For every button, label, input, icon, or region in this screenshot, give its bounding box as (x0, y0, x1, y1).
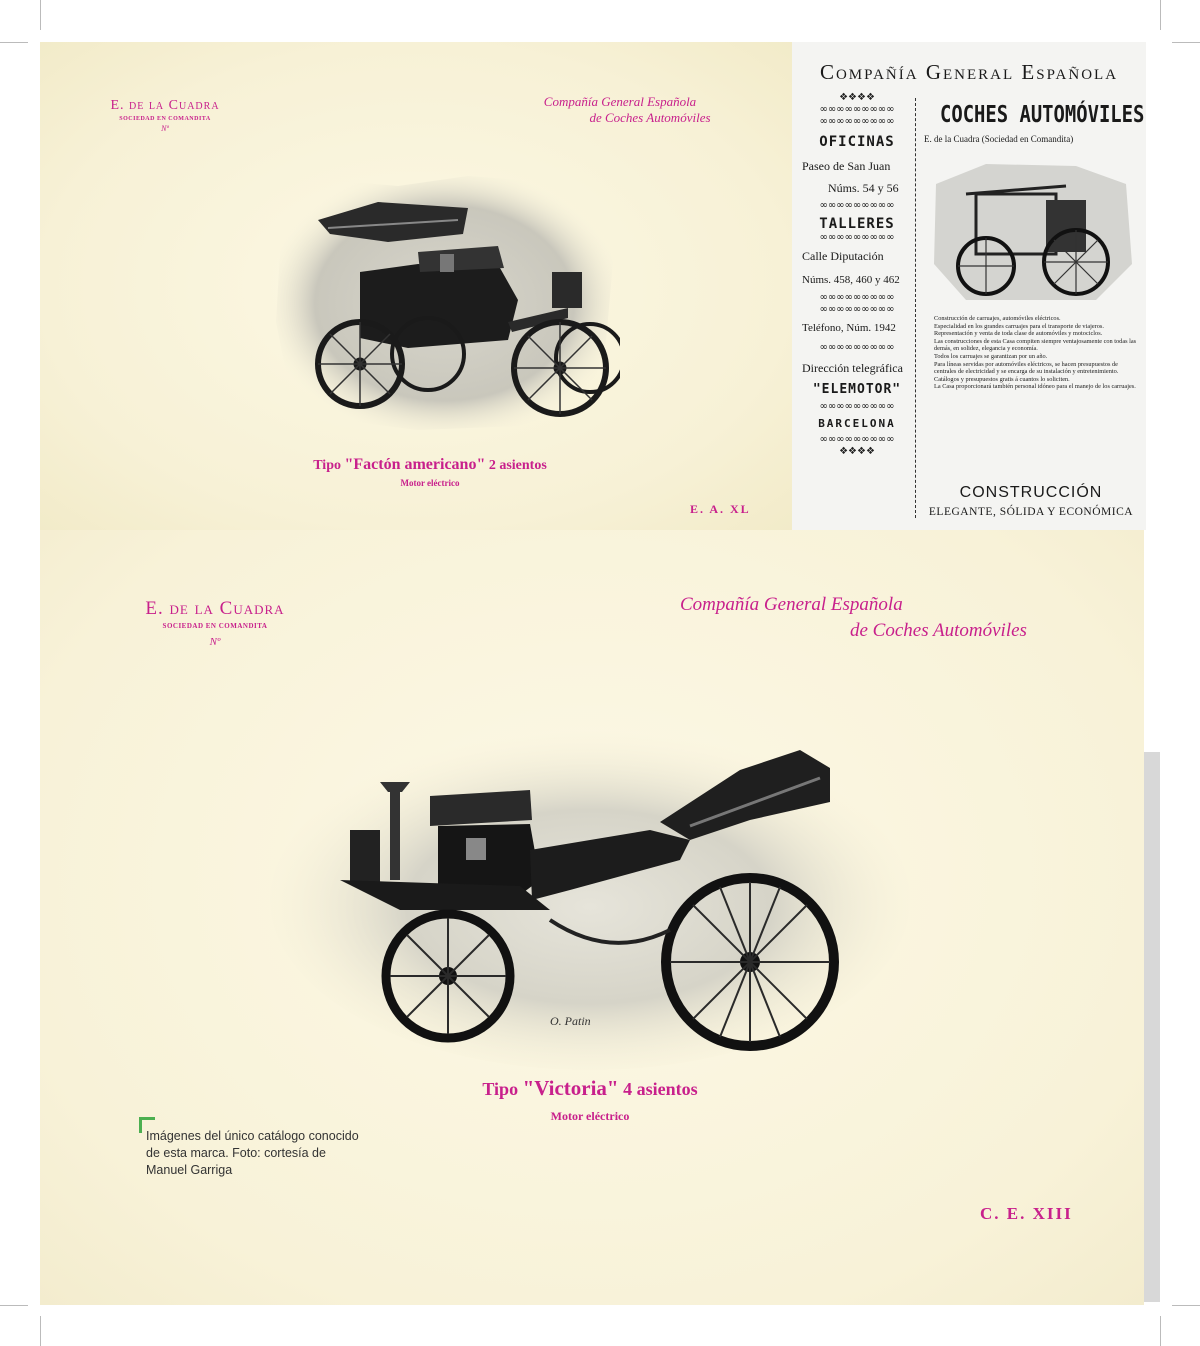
model-seats: 2 asientos (488, 458, 547, 473)
ad-car-illustration (926, 154, 1136, 304)
crop-mark (40, 1316, 41, 1346)
ornament: ∞∞∞∞∞∞∞∞∞ (819, 434, 895, 445)
construction-label: CONSTRUCCIÓN (959, 484, 1103, 501)
city: BARCELONA (818, 417, 896, 430)
ad-body-line: Catálogos y presupuestos gratis á cuantos lo soliciten. (934, 375, 1070, 383)
ad-body-line: Las construcciones de esta Casa compiten siempre ventajosamente con todas las demás, en solidez, elegancia y economía. (934, 337, 1137, 353)
model-name: "Factón americano" (344, 456, 486, 473)
column-divider (915, 98, 916, 518)
crop-mark (0, 42, 28, 43)
crop-mark (1160, 1316, 1161, 1346)
ornament: ∞∞∞∞∞∞∞∞∞ (819, 104, 895, 115)
number-mark: Nº (161, 124, 169, 133)
offices-line2: Núms. 54 y 56 (828, 181, 899, 195)
workshops-label: TALLERES (819, 216, 895, 232)
model-seats: 4 asientos (623, 1079, 698, 1099)
model-prefix: Tipo (482, 1079, 519, 1099)
ad-body (920, 315, 1142, 391)
model-caption (390, 1076, 790, 1124)
faeton-car-illustration (268, 172, 620, 434)
newspaper-advertisement (792, 42, 1146, 530)
model-prefix: Tipo (313, 458, 341, 473)
catalog-page-victoria (40, 530, 1144, 1305)
construction-line: ELEGANTE, SÓLIDA Y ECONÓMICA (928, 506, 1134, 518)
ornament: ∞∞∞∞∞∞∞∞∞ (819, 116, 895, 127)
ornament: ∞∞∞∞∞∞∞∞∞ (819, 292, 895, 303)
ad-body-line: Representación y venta de toda clase de automóviles y motociclos. (934, 330, 1103, 338)
illustrator-signature: O. Patin (550, 1014, 591, 1028)
ad-body-line: Especialidad en los grandes carruajes para el transporte de viajeros. (934, 322, 1104, 330)
company-right-header (480, 94, 760, 126)
crop-mark (1160, 0, 1161, 30)
ornament: ❖❖❖❖ (839, 446, 875, 457)
company-subtitle: SOCIEDAD EN COMANDITA (162, 622, 268, 630)
crop-mark (1172, 1305, 1200, 1306)
workshops-line2: Núms. 458, 460 y 462 (802, 274, 900, 286)
motor-type: Motor eléctrico (550, 1109, 630, 1123)
ad-body-line: Para líneas servidas por automóviles eléctricos, se hacen presupuestos de centrales de electricidad y se encarga de su instalación y entretenimiento. (934, 360, 1119, 376)
crop-mark (1172, 42, 1200, 43)
ornament: ∞∞∞∞∞∞∞∞∞ (819, 401, 895, 412)
company-name: E. de la Cuadra (110, 98, 220, 113)
ad-right-column (920, 92, 1145, 391)
ad-body-line: Todos los carruajes se garantizan por un año. (934, 352, 1048, 360)
number-mark: Nº (209, 636, 221, 648)
ad-subheading: E. de la Cuadra (Sociedad en Comandita) (924, 134, 1074, 144)
company-left-header (110, 598, 320, 648)
company-right-line1: Compañía General Española (680, 594, 903, 615)
model-caption (240, 456, 620, 488)
telegraph-address: "ELEMOTOR" (812, 382, 902, 397)
ad-left-column (798, 92, 916, 458)
ornament: ∞∞∞∞∞∞∞∞∞ (819, 200, 895, 211)
catalog-page-faeton (40, 42, 792, 530)
company-right-header (680, 594, 1100, 642)
ad-heading: COCHES AUTOMÓVILES (939, 102, 1145, 128)
company-right-line2: de Coches Automóviles (850, 620, 1027, 641)
crop-mark (40, 0, 41, 30)
company-subtitle: SOCIEDAD EN COMANDITA (119, 116, 211, 122)
ad-title: Compañía General Española (819, 60, 1119, 84)
photo-caption: Imágenes del único catálogo conocido de esta marca. Foto: cortesía de Manuel Garriga (146, 1129, 359, 1177)
telegraph-label: Dirección telegráfica (802, 361, 903, 375)
ornament: ❖❖❖❖ (839, 92, 875, 103)
catalog-code: C. E. XIII (980, 1204, 1073, 1223)
ornament: ∞∞∞∞∞∞∞∞∞ (819, 232, 895, 243)
catalog-code: E. A. XL (690, 502, 751, 516)
page-edge-bar (1144, 752, 1160, 1302)
offices-line1: Paseo de San Juan (802, 159, 891, 173)
phone: Teléfono, Núm. 1942 (802, 322, 896, 334)
company-right-line1: Compañía General Española (543, 94, 697, 109)
ad-construction (920, 484, 1142, 518)
company-name: E. de la Cuadra (145, 598, 285, 619)
crop-mark (0, 1305, 28, 1306)
ornament: ∞∞∞∞∞∞∞∞∞ (819, 304, 895, 315)
company-right-line2: de Coches Automóviles (589, 110, 711, 125)
company-left-header (95, 98, 235, 133)
ad-body-line: Construcción de carruajes, automóviles eléctricos. (934, 315, 1061, 322)
model-name: "Victoria" (522, 1076, 619, 1100)
workshops-line1: Calle Diputación (802, 249, 884, 263)
motor-type: Motor eléctrico (400, 478, 460, 488)
ad-body-line: La Casa proporcionará también personal idóneo para el manejo de los carruajes. (934, 383, 1136, 391)
offices-label: OFICINAS (819, 134, 895, 150)
ornament: ∞∞∞∞∞∞∞∞∞ (819, 342, 895, 353)
